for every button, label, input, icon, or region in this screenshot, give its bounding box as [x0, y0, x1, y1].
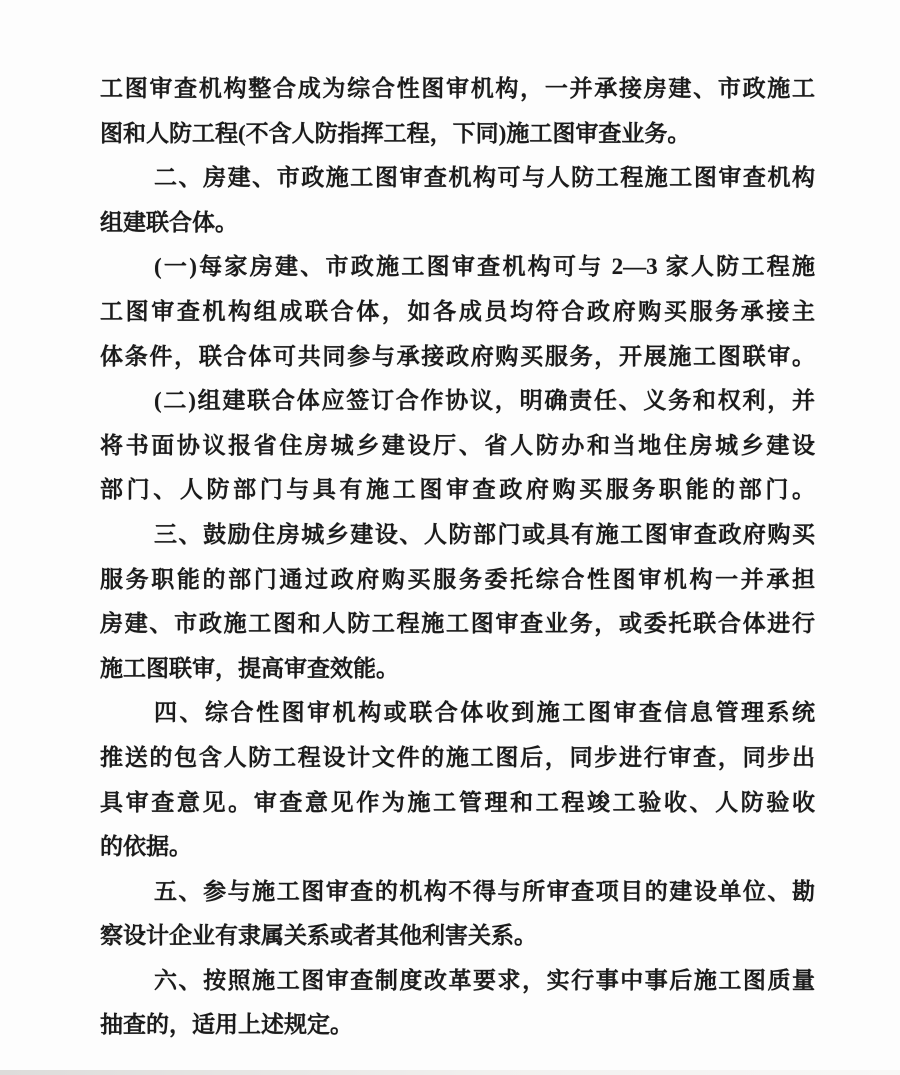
text-line: 工图审查机构整合成为综合性图审机构，一并承接房建、市政施工	[100, 76, 815, 101]
text-line: 六、按照施工图审查制度改革要求，实行事中事后施工图质量	[154, 967, 815, 993]
text-line: (一)每家房建、市政施工图审查机构可与 2—3 家人防工程施	[154, 254, 815, 280]
text-line: 五、参与施工图审查的机构不得与所审查项目的建设单位、勘	[154, 878, 815, 904]
text-line: 察设计企业有隶属关系或者其他利害关系。	[100, 923, 537, 949]
text-line: 服务职能的部门通过政府购买服务委托综合性图审机构一并承担	[100, 566, 815, 592]
text-line: 图和人防工程(不含人防指挥工程，下同)施工图审查业务。	[100, 120, 691, 146]
text-line: 抽查的，适用上述规定。	[100, 1012, 353, 1038]
text-line: 部门、人防部门与具有施工图审查政府购买服务职能的部门。	[100, 477, 815, 503]
scan-edge-shadow	[0, 1070, 900, 1075]
text-line: 施工图联审，提高审查效能。	[100, 655, 399, 681]
text-line: 工图审查机构组成联合体，如各成员均符合政府购买服务承接主	[100, 298, 815, 324]
text-line: 三、鼓励住房城乡建设、人防部门或具有施工图审查政府购买	[154, 521, 815, 547]
text-line: (二)组建联合体应签订合作协议，明确责任、义务和权利，并	[154, 388, 815, 414]
text-line: 四、综合性图审机构或联合体收到施工图审查信息管理系统	[154, 700, 815, 726]
text-line: 体条件，联合体可共同参与承接政府购买服务，开展施工图联审。	[100, 343, 815, 369]
text-line: 的依据。	[100, 834, 192, 860]
text-line: 推送的包含人防工程设计文件的施工图后，同步进行审查，同步出	[100, 744, 815, 770]
text-line: 组建联合体。	[100, 209, 238, 235]
text-line: 房建、市政施工图和人防工程施工图审查业务，或委托联合体进行	[100, 611, 815, 637]
text-line: 具审查意见。审查意见作为施工管理和工程竣工验收、人防验收	[100, 789, 815, 815]
text-line: 将书面协议报省住房城乡建设厅、省人防办和当地住房城乡建设	[100, 432, 815, 458]
text-line: 二、房建、市政施工图审查机构可与人防工程施工图审查机构	[154, 165, 815, 191]
document-text-block	[100, 67, 815, 1048]
